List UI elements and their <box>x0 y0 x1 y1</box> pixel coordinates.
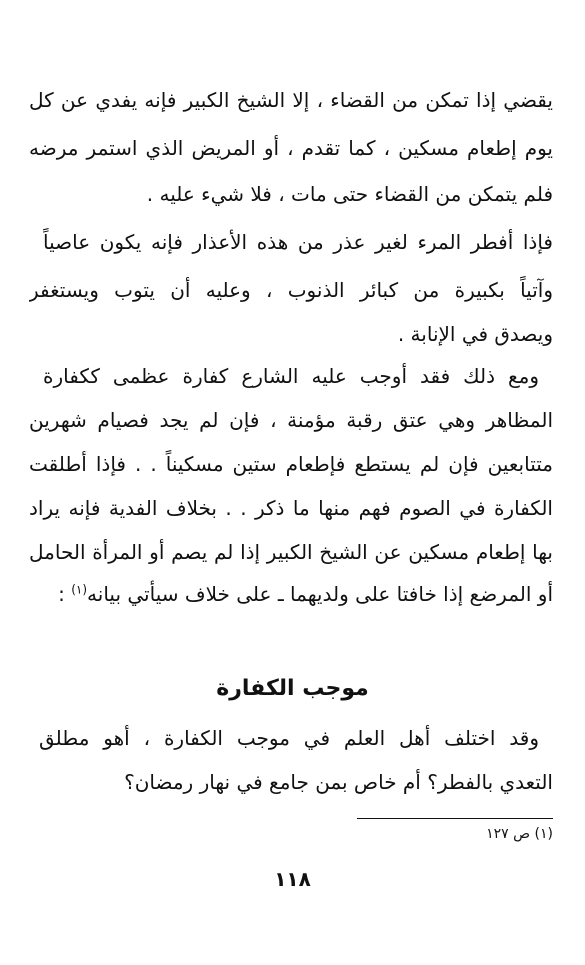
footnote-marker: (١) <box>71 582 88 597</box>
body-line-12-colon: : <box>58 582 72 606</box>
body-line-4: فإذا أفطر المرء لغير عذر من هذه الأعذار فإنه يكون عاصياً <box>43 230 553 254</box>
footnote-divider <box>357 818 553 819</box>
body-line-10: الكفارة في الصوم فهم منها ما ذكر . . بخلاف الفدية فإنه يراد <box>29 496 553 520</box>
body-line-12-text: أو المرضع إذا خافتا على ولديهما ـ على خلاف سيأتي بيانه <box>87 582 553 606</box>
body-line-6: ويصدق في الإنابة . <box>397 322 553 346</box>
page-number: ١١٨ <box>274 867 311 891</box>
body-line-1: يقضي إذا تمكن من القضاء ، إلا الشيخ الكبير فإنه يفدي عن كل <box>29 88 553 112</box>
body-line-14: التعدي بالفطر؟ أم خاص بمن جامع في نهار رمضان؟ <box>124 770 553 794</box>
body-line-8: المظاهر وهي عتق رقبة مؤمنة ، فإن لم يجد فصيام شهرين <box>29 408 553 432</box>
footnote: (١) ص ١٢٧ <box>486 826 553 842</box>
body-line-12 <box>29 580 553 610</box>
body-line-7: ومع ذلك فقد أوجب عليه الشارع كفارة عظمى ككفارة <box>43 364 539 388</box>
section-heading: موجب الكفارة <box>216 676 369 701</box>
body-line-9: متتابعين فإن لم يستطع فإطعام ستين مسكيناً . . فإذا أطلقت <box>29 452 553 476</box>
body-line-13: وقد اختلف أهل العلم في موجب الكفارة ، أهو مطلق <box>39 726 539 750</box>
body-line-3: فلم يتمكن من القضاء حتى مات ، فلا شيء عليه . <box>146 182 553 206</box>
body-line-11: بها إطعام مسكين عن الشيخ الكبير إذا لم يصم أو المرأة الحامل <box>29 540 553 564</box>
body-line-5: وآتياً بكبيرة من كبائر الذنوب ، وعليه أن يتوب ويستغفر <box>29 278 553 302</box>
body-line-2: يوم إطعام مسكين ، كما تقدم ، أو المريض الذي استمر مرضه <box>29 136 553 160</box>
